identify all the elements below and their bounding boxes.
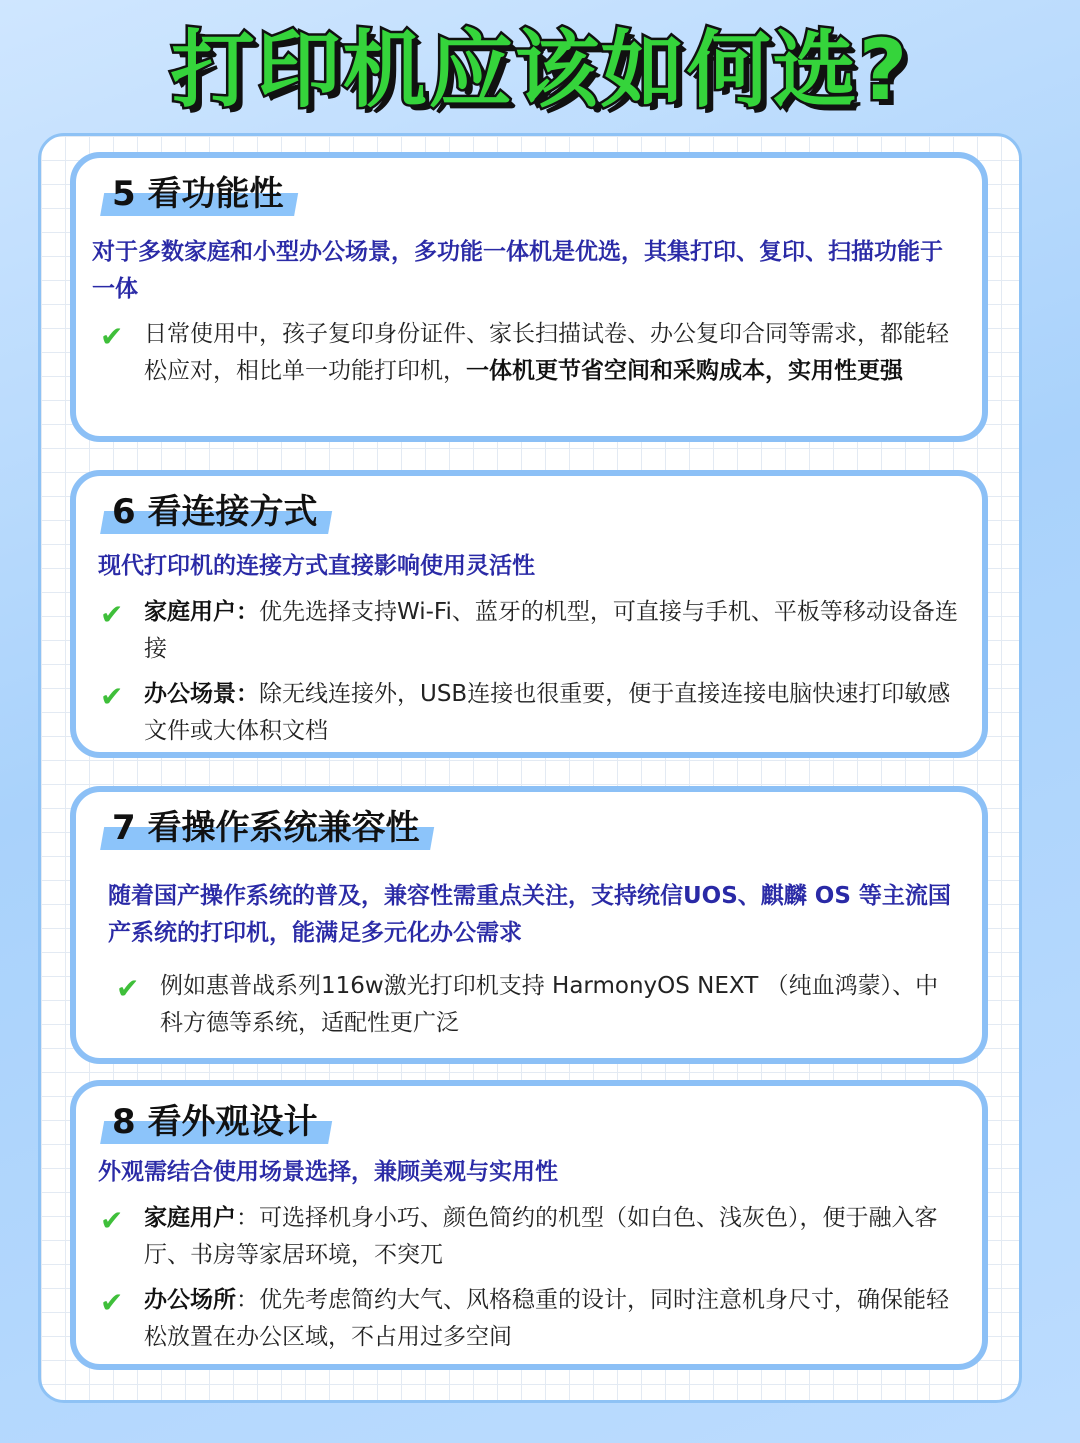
item-bold-text: 一体机更节省空间和采购成本，实用性更强: [466, 358, 903, 384]
item-text: 除无线连接外，USB连接也很重要，便于直接连接电脑快速打印敏感文件或大体积文档: [144, 681, 951, 744]
section-subtitle: 现代打印机的连接方式直接影响使用灵活性: [98, 553, 535, 579]
section-card-connectivity: [70, 470, 988, 758]
item-text: 优先选择支持Wi-Fi、蓝牙的机型，可直接与手机、平板等移动设备连接: [144, 599, 958, 662]
section-card-os-compatibility: [70, 786, 988, 1064]
list-item: [100, 316, 958, 390]
check-icon: ✔: [100, 1286, 124, 1319]
section-heading: 8 看外观设计: [99, 1096, 336, 1148]
item-label: 办公场景：: [144, 681, 259, 707]
section-card-functionality: [70, 152, 988, 442]
section-subtitle: 随着国产操作系统的普及，兼容性需重点关注，支持统信UOS、麒麟 OS 等主流国产系统的打印机，能满足多元化办公需求: [108, 883, 951, 946]
section-heading: 7 看操作系统兼容性: [99, 802, 438, 854]
list-item: [100, 1282, 958, 1356]
check-icon: ✔: [100, 680, 124, 713]
section-subtitle: 外观需结合使用场景选择，兼顾美观与实用性: [98, 1159, 558, 1185]
check-icon: ✔: [100, 1204, 124, 1237]
item-text: 日常使用中，孩子复印身份证件、家长扫描试卷、办公复印合同等需求，都能轻松应对，相比单一功能打印机，: [144, 321, 949, 384]
item-label: 家庭用户: [144, 1205, 236, 1231]
check-icon: ✔: [100, 598, 124, 631]
item-text: ：可选择机身小巧、颜色简约的机型（如白色、浅灰色），便于融入客厅、书房等家居环境，不突兀: [144, 1205, 938, 1268]
list-item: [100, 1200, 958, 1274]
section-heading: 5 看功能性: [99, 168, 302, 220]
section-heading: 6 看连接方式: [99, 486, 336, 538]
section-subtitle: 对于多数家庭和小型办公场景，多功能一体机是优选，其集打印、复印、扫描功能于一体: [92, 239, 943, 302]
check-icon: ✔: [100, 320, 124, 353]
list-item: [116, 968, 958, 1042]
item-label: 办公场所: [144, 1287, 236, 1313]
list-item: [100, 676, 958, 750]
list-item: [100, 594, 958, 668]
page-title: 打印机应该如何选?: [170, 21, 910, 119]
item-label: 家庭用户：: [144, 599, 259, 625]
check-icon: ✔: [116, 972, 140, 1005]
item-text: 例如惠普战系列116w激光打印机支持 HarmonyOS NEXT （纯血鸿蒙）、中科方德等系统，适配性更广泛: [160, 973, 939, 1036]
item-text: ：优先考虑简约大气、风格稳重的设计，同时注意机身尺寸，确保能轻松放置在办公区域，不占用过多空间: [144, 1287, 949, 1350]
section-card-appearance: [70, 1080, 988, 1370]
